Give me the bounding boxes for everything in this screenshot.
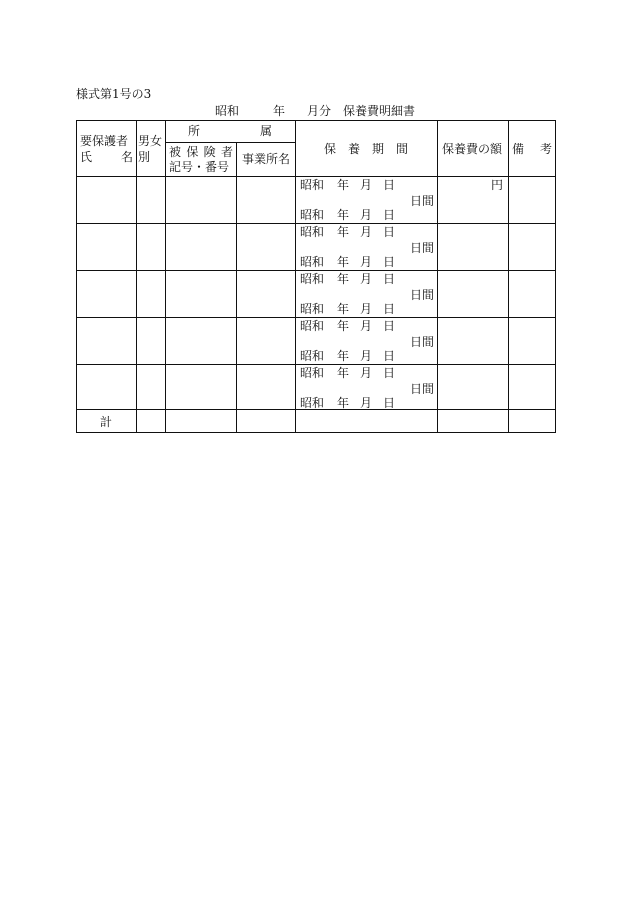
title-era: 昭和: [214, 104, 239, 118]
period-start-year: 年: [337, 272, 350, 286]
period-end-day: 日: [383, 255, 396, 269]
form-title: [0, 102, 630, 119]
period-start-era: 昭和: [300, 366, 325, 380]
header-insured-number: 記号・番号: [169, 160, 230, 174]
header-amount: 保養費の額: [442, 142, 503, 156]
header-affiliation: 所 属: [188, 124, 272, 138]
period-end-month: 月: [360, 396, 373, 410]
yen-unit: 円: [491, 178, 504, 192]
period-start-day: 日: [383, 225, 396, 239]
period-start-month: 月: [360, 319, 373, 333]
period-end-era: 昭和: [300, 396, 325, 410]
period-start-day: 日: [383, 272, 396, 286]
form-number: 様式第1号の3: [76, 87, 152, 101]
total-label: 計: [100, 415, 113, 429]
statement-table: [76, 120, 556, 433]
header-sex: 男女: [138, 134, 163, 148]
title-year-unit: 年: [272, 104, 285, 118]
period-start-era: 昭和: [300, 319, 325, 333]
period-start-era: 昭和: [300, 178, 325, 192]
header-period: 保 養 期 間: [324, 142, 408, 156]
period-end-day: 日: [383, 302, 396, 316]
period-end-era: 昭和: [300, 255, 325, 269]
header-remarks: 備 考: [512, 142, 552, 156]
period-days: 日間: [410, 241, 435, 255]
period-end-month: 月: [360, 208, 373, 222]
header-protected-person: 要保護者: [80, 134, 129, 148]
period-start-day: 日: [383, 178, 396, 192]
period-days: 日間: [410, 335, 435, 349]
period-days: 日間: [410, 288, 435, 302]
period-start-month: 月: [360, 272, 373, 286]
period-start-month: 月: [360, 225, 373, 239]
period-start-year: 年: [337, 366, 350, 380]
period-start-day: 日: [383, 366, 396, 380]
period-end-era: 昭和: [300, 349, 325, 363]
period-end-month: 月: [360, 349, 373, 363]
period-start-year: 年: [337, 225, 350, 239]
header-insured: 被 保 険 者: [169, 145, 233, 159]
period-start-day: 日: [383, 319, 396, 333]
period-start-year: 年: [337, 178, 350, 192]
period-end-year: 年: [337, 396, 350, 410]
period-end-era: 昭和: [300, 208, 325, 222]
title-document-name: 保養費明細書: [343, 104, 416, 118]
period-end-era: 昭和: [300, 302, 325, 316]
header-full-name: 氏 名: [80, 150, 133, 164]
period-end-month: 月: [360, 302, 373, 316]
period-end-day: 日: [383, 396, 396, 410]
period-end-day: 日: [383, 349, 396, 363]
header-sex-suffix: 別: [138, 150, 151, 164]
period-start-month: 月: [360, 178, 373, 192]
period-start-era: 昭和: [300, 272, 325, 286]
period-end-year: 年: [337, 255, 350, 269]
period-days: 日間: [410, 194, 435, 208]
period-end-day: 日: [383, 208, 396, 222]
period-days: 日間: [410, 382, 435, 396]
period-start-year: 年: [337, 319, 350, 333]
period-end-year: 年: [337, 302, 350, 316]
period-end-year: 年: [337, 349, 350, 363]
title-month-unit: 月分: [307, 104, 332, 118]
period-end-year: 年: [337, 208, 350, 222]
period-start-month: 月: [360, 366, 373, 380]
period-end-month: 月: [360, 255, 373, 269]
period-start-era: 昭和: [300, 225, 325, 239]
header-office: 事業所名: [242, 152, 291, 166]
